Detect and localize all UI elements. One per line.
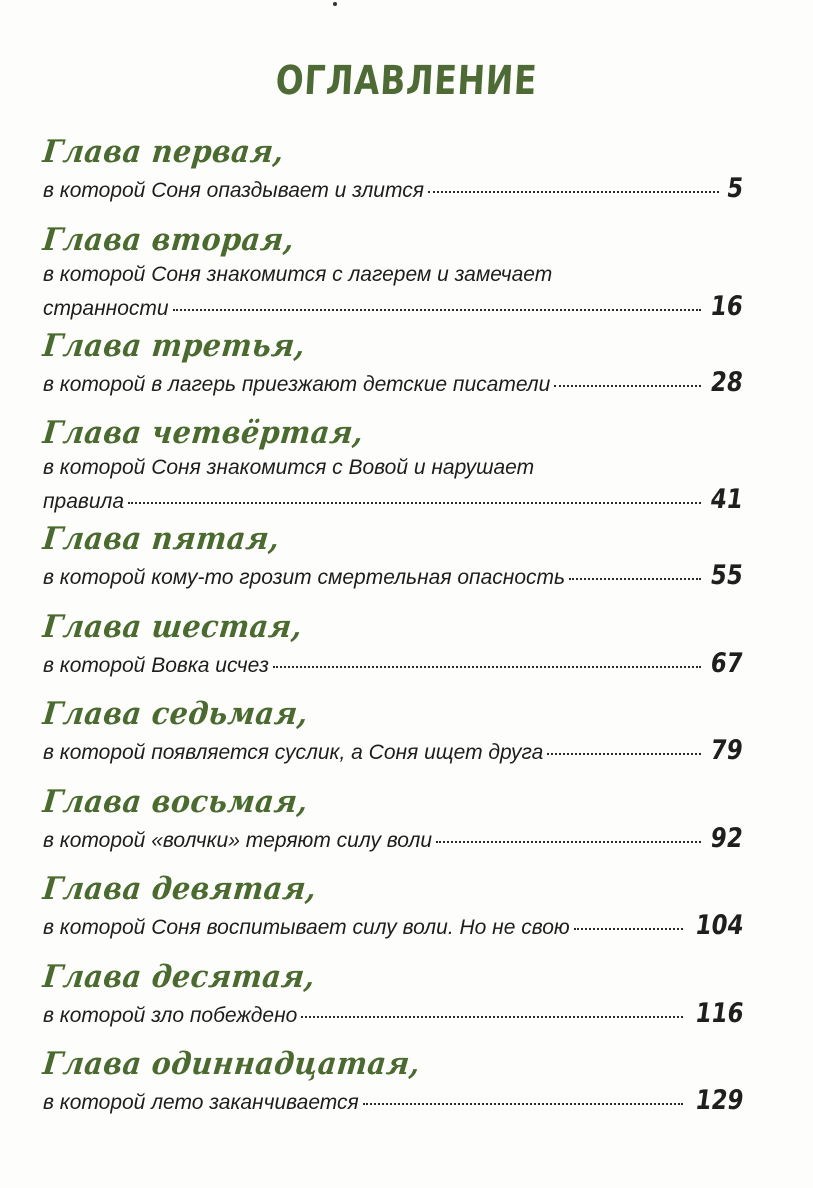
- chapter-line: [43, 909, 746, 945]
- chapter-heading: Глава четвёртая,: [41, 415, 366, 451]
- page-number: 79: [708, 735, 746, 766]
- chapter-subtitle-line1: в которой Соня знакомится с лагерем и замечает: [43, 262, 553, 286]
- dot-leader: [301, 1016, 682, 1018]
- chapter-line: [43, 172, 746, 208]
- dot-leader: [547, 753, 701, 755]
- chapter-subtitle: в которой Вовка исчез: [43, 653, 269, 677]
- chapter-line: [43, 559, 746, 595]
- chapter-subtitle: в которой Соня опаздывает и злится: [43, 179, 424, 202]
- dot-leader: [428, 191, 719, 193]
- page-number: 104: [692, 910, 746, 941]
- print-mark: [333, 2, 337, 6]
- chapter-list: [41, 132, 746, 1132]
- page-number: 92: [708, 822, 746, 854]
- chapter-subtitle: в которой зло побеждено: [43, 1003, 298, 1027]
- chapter-heading: Глава третья,: [41, 327, 307, 364]
- chapter-entry: [41, 326, 746, 414]
- chapter-line: [43, 647, 746, 683]
- chapter-entry: [41, 519, 746, 607]
- chapter-subtitle: в которой появляется суслик, а Соня ищет друга: [43, 741, 544, 764]
- chapter-subtitle: в которой кому-то грозит смертельная опасность: [43, 566, 566, 589]
- chapter-heading: Глава одиннадцатая,: [41, 1046, 422, 1082]
- chapter-subtitle: странности: [43, 296, 169, 320]
- dot-leader: [128, 502, 701, 504]
- page-number: 41: [708, 484, 746, 515]
- chapter-line: [43, 1084, 746, 1120]
- chapter-line: [43, 366, 746, 402]
- dot-leader: [554, 385, 701, 387]
- chapter-entry: [41, 782, 746, 870]
- chapter-entry: [41, 607, 746, 695]
- page-number: 5: [724, 173, 746, 204]
- dot-leader: [363, 1103, 683, 1105]
- chapter-heading: Глава восьмая,: [41, 783, 310, 820]
- chapter-entry: [41, 869, 746, 957]
- page-number: 28: [708, 366, 746, 398]
- page-number: 67: [708, 647, 746, 679]
- chapter-heading: Глава пятая,: [41, 521, 282, 557]
- chapter-entry: [41, 694, 746, 782]
- page-number: 16: [708, 290, 746, 322]
- chapter-entry: [41, 413, 746, 519]
- chapter-heading: Глава вторая,: [41, 221, 297, 258]
- chapter-entry: [41, 132, 746, 220]
- chapter-entry: [41, 1044, 746, 1132]
- chapter-entry: [41, 220, 746, 326]
- dot-leader: [574, 928, 683, 930]
- chapter-heading: Глава первая,: [41, 134, 286, 170]
- chapter-subtitle: в которой «волчки» теряют силу воли: [43, 828, 433, 852]
- dot-leader: [569, 578, 701, 580]
- page-number: 116: [692, 997, 746, 1029]
- chapter-heading: Глава седьмая,: [41, 696, 310, 732]
- chapter-subtitle: в которой Соня воспитывает силу воли. Но не свою: [43, 916, 570, 939]
- chapter-heading: Глава девятая,: [41, 871, 319, 907]
- chapter-heading: Глава десятая,: [41, 958, 317, 995]
- dot-leader: [173, 309, 702, 311]
- chapter-line: [43, 483, 746, 519]
- dot-leader: [436, 841, 701, 843]
- dot-leader: [273, 666, 702, 668]
- page-number: 129: [692, 1085, 746, 1116]
- chapter-entry: [41, 957, 746, 1045]
- page-number: 55: [708, 560, 746, 591]
- chapter-heading: Глава шестая,: [41, 608, 305, 645]
- chapter-line: [43, 734, 746, 770]
- chapter-subtitle: правила: [43, 490, 125, 513]
- chapter-subtitle: в которой лето заканчивается: [43, 1091, 359, 1114]
- chapter-line: [43, 997, 746, 1033]
- chapter-subtitle: в которой в лагерь приезжают детские писатели: [43, 372, 551, 396]
- chapter-subtitle-line1: в которой Соня знакомится с Вовой и нарушает: [43, 456, 535, 479]
- page-title: ОГЛАВЛЕНИЕ: [274, 58, 539, 104]
- chapter-line: [43, 290, 746, 326]
- chapter-line: [43, 822, 746, 858]
